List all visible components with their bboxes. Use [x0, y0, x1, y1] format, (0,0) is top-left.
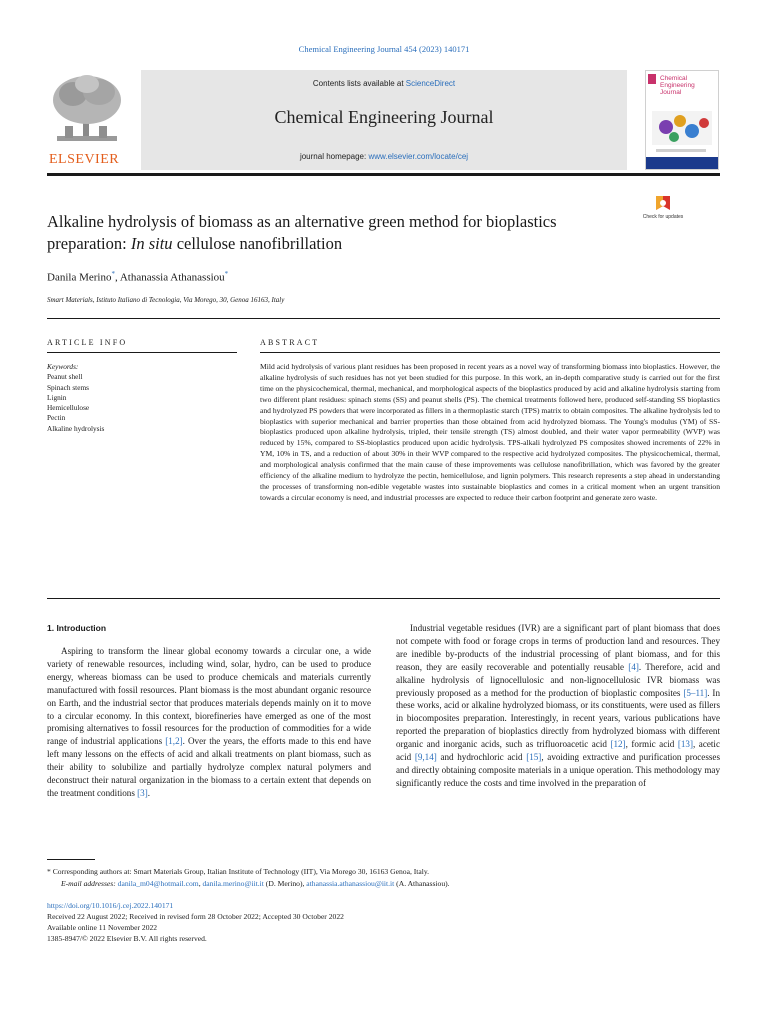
contents-line [141, 79, 627, 88]
journal-title: Chemical Engineering Journal [274, 107, 494, 127]
article-title-italic: In situ [130, 234, 173, 253]
corresponding-author-note: * Corresponding authors at: Smart Materials Group, Italian Institute of Technology (IIT), Via Morego 30, 16163 Genoa, Italy. [47, 867, 430, 876]
body-text: , acetic acid [396, 739, 720, 763]
cover-title-line: Journal [660, 89, 682, 96]
corresponding-author-mark[interactable]: * [224, 270, 229, 278]
email-label: E-mail addresses: [61, 879, 116, 889]
body-text: . Therefore, acid and alkaline hydrolysis of lignocellulosic and non-lignocellulosic IVR biomass was previously proposed as a method for the production of bioplastic composites [396, 661, 721, 698]
author-list [47, 270, 228, 284]
divider [47, 352, 237, 353]
keywords-list [47, 362, 237, 434]
body-text: . In these works, acid or alkaline hydrolyzed biomass, or its constituents, were used as fillers in biocomposites preparation. Interestingly, in recent years, various publications have reported the preparation of bioplastics directly from hydrolyzed biomass with different organic and inorganic acids, such as trifluoroacetic acid [396, 687, 721, 750]
author-name[interactable]: Danila Merino [47, 271, 112, 284]
journal-cover-thumbnail[interactable] [645, 70, 719, 170]
elsevier-wordmark: ELSEVIER [49, 152, 120, 167]
divider [47, 318, 720, 319]
affiliation: Smart Materials, Istituto Italiano di Tecnologia, Via Morego, 30, Genoa 16163, Italy [47, 296, 285, 304]
keyword-item: Lignin [47, 392, 67, 402]
elsevier-tree-icon [47, 70, 127, 150]
doi-link[interactable]: https://doi.org/10.1016/j.cej.2022.140171 [47, 901, 174, 910]
citation-link[interactable]: [4] [628, 661, 639, 672]
citation-link[interactable]: [9,14] [414, 752, 437, 763]
body-text: , formic acid [625, 739, 678, 750]
cover-title-line: Engineering [660, 82, 695, 89]
check-for-updates-label[interactable]: Check for updates [642, 214, 684, 220]
author-name[interactable]: Athanassia Athanassiou [119, 271, 225, 284]
email-addresses [47, 878, 727, 890]
check-for-updates-icon[interactable] [645, 194, 681, 230]
body-text: Industrial vegetable residues (IVR) are a significant part of plant biomass that does not compete with food or forage crops in terms of production land and resources. They are inedible by-products of the industrial processing of plant biomass, and for this reason, they are easily recoverable and potentially reusable [396, 623, 720, 672]
contents-prefix: Contents lists available at [312, 79, 406, 88]
divider [260, 352, 720, 353]
citation-link[interactable]: [5–11] [683, 687, 708, 698]
email-owner: (D. Merino), [263, 879, 307, 889]
footnotes [47, 866, 727, 891]
copyright-notice: 1385-8947/© 2022 Elsevier B.V. All rights reserved. [47, 934, 207, 943]
citation-link[interactable]: [1,2] [165, 736, 183, 747]
masthead-center [141, 70, 627, 170]
elsevier-logo [47, 70, 127, 170]
keywords-label: Keywords: [47, 362, 79, 371]
footnote-rule [47, 859, 95, 860]
body-column-right [396, 622, 720, 790]
citation-link[interactable]: [12] [610, 739, 626, 750]
body-paragraph [47, 645, 371, 800]
keyword-item: Hemicellulose [47, 403, 90, 413]
email-link[interactable]: danila.merino@iit.it [202, 879, 264, 889]
citation-link[interactable]: [15] [526, 752, 542, 763]
email-owner: (A. Athanassiou). [394, 879, 450, 889]
section-heading-introduction: 1. Introduction [47, 623, 107, 633]
keyword-item: Spinach stems [47, 382, 89, 392]
sciencedirect-link[interactable]: ScienceDirect [405, 79, 456, 88]
corresponding-author-mark[interactable]: * [111, 270, 115, 278]
publication-info [47, 900, 727, 944]
body-column-left [47, 645, 371, 800]
article-title-end: cellulose nanofibrillation [172, 234, 343, 253]
body-text: , avoiding extractive and purification processes and directly obtaining composite materials in a unique operation. This methodology may significantly reduce the costs and time involved in the preparation of [396, 752, 720, 788]
body-paragraph [396, 622, 720, 790]
body-text: . Over the years, the efforts made to this end have left many lessons on the effects of acid and alkali treatments on plant biomass, such as their ability to solubilize and partially hydrolyze complex natural polymers and deconstruct their natural organization in the biomass to a certain extent that depends on the treatment conditions [47, 736, 371, 798]
email-link[interactable]: athanassia.athanassiou@iit.it [306, 879, 395, 889]
masthead-rule [47, 173, 720, 176]
body-text: Aspiring to transform the linear global economy towards a circular one, a wide variety of renewable resources, including wind, solar, hydro, can be used to produce energy, whereas biomass can be used to produce chemicals and materials currently manufactured with fossil resources. Plant biomass is the most abundant organic resource on Earth, and the industrial sector that produces materials depends mainly on it to move to a circular economy. In this context, biorefineries have emerged as one of the most promising alternatives to fossil resources for the production of commodities for a wide range of industrial applications [47, 646, 371, 747]
keyword-item: Pectin [47, 413, 66, 423]
keyword-item: Alkaline hydrolysis [47, 423, 105, 433]
citation-link[interactable]: [13] [677, 739, 693, 750]
available-online: Available online 11 November 2022 [47, 923, 158, 932]
received-dates: Received 22 August 2022; Received in revised form 28 October 2022; Accepted 30 October 2022 [47, 912, 344, 921]
abstract-text: Mild acid hydrolysis of various plant residues has been proposed in recent years as a novel way of transforming biomass into bioplastics. However, the alkaline hydrolysis of such residues has not yet been studied for this purpose. In this work, an in-depth comparative study is carried out for the first time on the physicochemical, thermal, mechanical, and morphological aspects of the bioplastics produced by acid and alkaline hydrolysis starting from two different plant residues: spinach stems (SS) and peanut shells (PS). The chemical treatments followed here, produced self-standing SS bioplastics and hydrolyzed PS powders that were incorporated as fillers in a thermoplastic starch (TPS) matrix to obtain composites. The alkaline hydrolysis led to bioplastics with superior mechanical and barrier properties than those obtained from acid hydrolyzed biomass. The Young's modulus (YM) of SS-bioplastics produced upon alkaline hydrolysis, tripled, their tensile strength (TS) almost doubled, and their water vapor permeability (WVP) was reduced by 15%, compared to SS-bioplastics produced upon acidic hydrolysis. TPS-alkali hydrolyzed PS composites showed increments of 22% in YM, 10% in TS, and a reduction of about 30% in their WVP compared to the respective acid hydrolyzed composites. The physicochemical, thermal, and morphological analysis confirmed that the main cause of these improvements was cellulose nanofibrillation, which was favored by the greater efficiency of the alkaline medium to hydrolyze the pectin, hemicellulose, and lignin polymers. This research represents a step ahead in understanding the processes of transforming non-edible vegetable wastes into sustainable bioplastics and comes in a critical moment when an urgent transition towards a circular economy is need, and industrial processes are expected to reduce their carbon footprint and generate zero waste. [260, 362, 720, 502]
cover-title [660, 75, 695, 96]
citation-link[interactable]: [3] [137, 787, 148, 798]
homepage-prefix: journal homepage: [299, 152, 369, 161]
article-title [47, 211, 607, 255]
body-text: . [147, 787, 151, 798]
cover-title-line: Chemical [660, 75, 688, 82]
keyword-item: Peanut shell [47, 372, 83, 382]
divider [47, 598, 720, 599]
email-separator: , [198, 879, 203, 889]
journal-homepage-link[interactable]: www.elsevier.com/locate/cej [368, 152, 469, 161]
body-text: and hydrochloric acid [436, 752, 527, 763]
article-title-main: Alkaline hydrolysis of biomass as an alternative green method for bioplastics preparation: [47, 212, 557, 253]
journal-masthead [47, 70, 719, 170]
email-link[interactable]: danila_m04@hotmail.com [117, 879, 199, 889]
homepage-line [141, 152, 627, 161]
journal-citation-link[interactable]: Chemical Engineering Journal 454 (2023) 140171 [298, 44, 470, 54]
article-info-heading: ARTICLE INFO [47, 338, 128, 347]
cover-band [646, 157, 718, 170]
author-separator: , [114, 271, 120, 284]
abstract-heading: ABSTRACT [260, 338, 320, 347]
